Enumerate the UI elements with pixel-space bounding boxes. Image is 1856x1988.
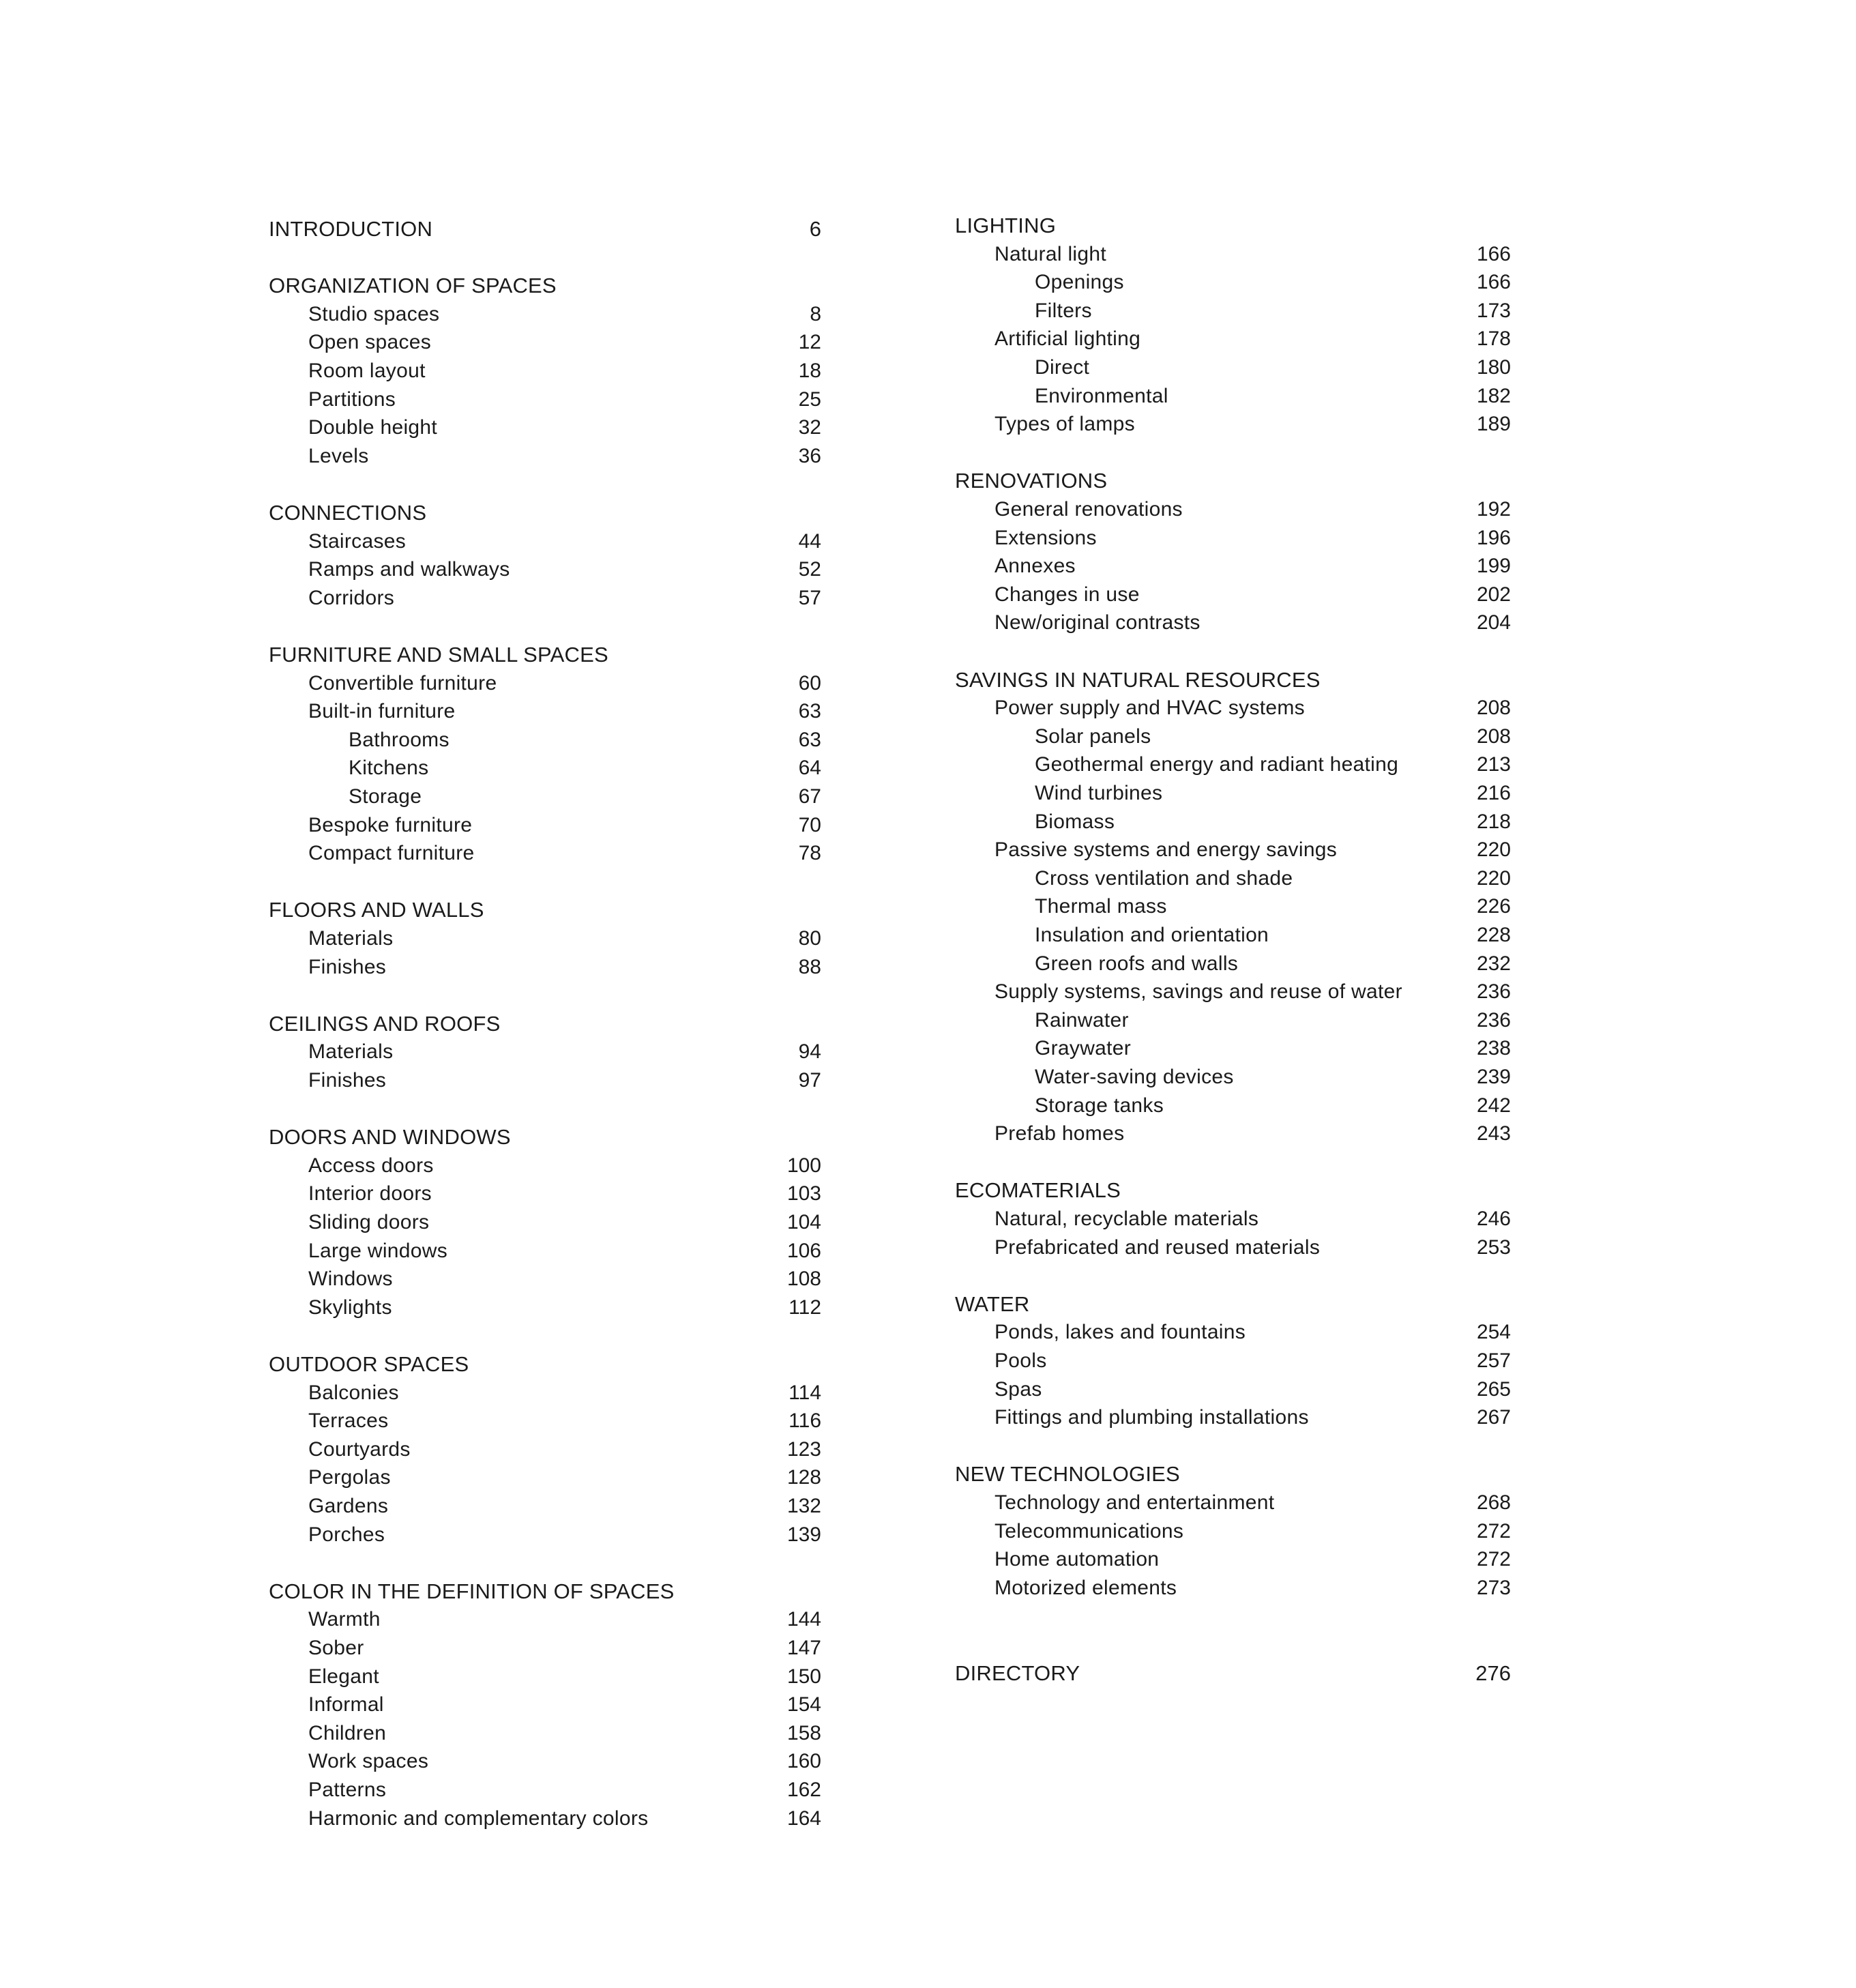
toc-page-number: 64 bbox=[798, 757, 821, 780]
toc-entry-bespoke-furniture bbox=[269, 810, 821, 841]
toc-entry-warmth bbox=[269, 1604, 821, 1635]
toc-section-title: LIGHTING bbox=[955, 214, 1057, 237]
toc-entry-geothermal-energy-and-radiant-heating bbox=[955, 749, 1511, 780]
toc-section-title: RENOVATIONS bbox=[955, 469, 1108, 493]
toc-page-number: 8 bbox=[810, 302, 821, 325]
toc-entry-title: Kitchens bbox=[349, 757, 429, 780]
toc-page-number: 25 bbox=[798, 388, 821, 411]
toc-page-number: 253 bbox=[1476, 1236, 1511, 1259]
toc-page-number: 36 bbox=[798, 444, 821, 467]
toc-entry-title: Bespoke furniture bbox=[308, 813, 473, 836]
toc-entry-partitions bbox=[269, 384, 821, 415]
toc-section-floors-and-walls bbox=[269, 894, 821, 926]
toc-entry-supply-systems-savings-and-reuse-of-water bbox=[955, 976, 1511, 1008]
toc-page-number: 150 bbox=[786, 1665, 821, 1688]
toc-page-number: 60 bbox=[798, 671, 821, 695]
toc-section-savings-in-natural-resources bbox=[955, 664, 1511, 696]
toc-entry-title: Studio spaces bbox=[308, 302, 440, 325]
toc-page-number: 226 bbox=[1476, 895, 1511, 918]
toc-entry-materials bbox=[269, 1036, 821, 1068]
toc-entry-title: Artificial lighting bbox=[995, 327, 1141, 351]
toc-entry-open-spaces bbox=[269, 327, 821, 358]
toc-entry-storage-tanks bbox=[955, 1090, 1511, 1122]
toc-entry-title: Convertible furniture bbox=[308, 671, 497, 695]
toc-section-introduction bbox=[269, 214, 821, 245]
toc-entry-graywater bbox=[955, 1033, 1511, 1064]
toc-entry-title: Types of lamps bbox=[995, 413, 1135, 436]
toc-section-color-in-the-definition-of-spaces bbox=[269, 1576, 821, 1607]
toc-entry-title: Power supply and HVAC systems bbox=[995, 697, 1305, 720]
toc-entry-types-of-lamps bbox=[955, 409, 1511, 440]
toc-page-number: 178 bbox=[1476, 327, 1511, 351]
toc-page-number: 78 bbox=[798, 842, 821, 865]
toc-entry-title: Courtyards bbox=[308, 1437, 411, 1461]
toc-entry-title: Porches bbox=[308, 1523, 385, 1546]
toc-page-number: 265 bbox=[1476, 1377, 1511, 1401]
toc-page-number: 272 bbox=[1476, 1548, 1511, 1571]
toc-entry-title: Bathrooms bbox=[349, 728, 450, 751]
toc-section-title: NEW TECHNOLOGIES bbox=[955, 1462, 1180, 1487]
toc-page-number: 108 bbox=[786, 1268, 821, 1291]
toc-entry-title: Direct bbox=[1035, 356, 1090, 379]
toc-page-number: 272 bbox=[1476, 1519, 1511, 1543]
toc-section-doors-and-windows bbox=[269, 1122, 821, 1153]
toc-section-organization-of-spaces bbox=[269, 270, 821, 302]
toc-entry-patterns bbox=[269, 1774, 821, 1806]
toc-entry-extensions bbox=[955, 523, 1511, 554]
toc-entry-title: Windows bbox=[308, 1268, 393, 1291]
toc-page-number: 228 bbox=[1476, 924, 1511, 946]
toc-entry-title: Gardens bbox=[308, 1495, 389, 1517]
toc-entry-room-layout bbox=[269, 355, 821, 387]
toc-page-number: 204 bbox=[1476, 611, 1511, 634]
toc-page-number: 32 bbox=[798, 416, 821, 439]
toc-page-number: 44 bbox=[798, 529, 821, 553]
toc-entry-title: Partitions bbox=[308, 388, 396, 411]
toc-page-number: 199 bbox=[1476, 555, 1511, 578]
toc-page-number: 196 bbox=[1476, 526, 1511, 549]
toc-entry-informal bbox=[269, 1689, 821, 1721]
toc-entry-spas bbox=[955, 1374, 1511, 1405]
toc-entry-title: Staircases bbox=[308, 529, 407, 553]
toc-page-number: 239 bbox=[1476, 1066, 1511, 1088]
toc-page-number: 106 bbox=[786, 1239, 821, 1262]
toc-page-number: 114 bbox=[789, 1381, 821, 1404]
toc-entry-title: Openings bbox=[1035, 271, 1124, 294]
toc-entry-rainwater bbox=[955, 1005, 1511, 1036]
toc-section-title: INTRODUCTION bbox=[269, 217, 433, 241]
toc-entry-title: Green roofs and walls bbox=[1035, 952, 1239, 975]
toc-entry-title: Annexes bbox=[995, 555, 1076, 578]
toc-entry-motorized-elements bbox=[955, 1573, 1511, 1604]
toc-entry-wind-turbines bbox=[955, 778, 1511, 809]
toc-page-number: 257 bbox=[1476, 1349, 1511, 1372]
toc-page-number: 112 bbox=[789, 1296, 821, 1319]
toc-page-number: 88 bbox=[798, 955, 821, 978]
toc-section-water bbox=[955, 1289, 1511, 1320]
toc-entry-title: Prefab homes bbox=[995, 1122, 1125, 1145]
toc-entry-home-automation bbox=[955, 1544, 1511, 1575]
toc-entry-title: Elegant bbox=[308, 1665, 379, 1688]
toc-page-number: 236 bbox=[1476, 980, 1511, 1004]
toc-page-number: 166 bbox=[1476, 242, 1511, 265]
toc-entry-biomass bbox=[955, 806, 1511, 838]
toc-entry-title: Harmonic and complementary colors bbox=[308, 1807, 649, 1830]
toc-page-number: 103 bbox=[786, 1182, 821, 1205]
toc-entry-solar-panels bbox=[955, 721, 1511, 752]
toc-entry-title: Balconies bbox=[308, 1381, 399, 1404]
toc-page-number: 202 bbox=[1476, 583, 1511, 606]
toc-section-connections bbox=[269, 497, 821, 529]
toc-entry-insulation-and-orientation bbox=[955, 920, 1511, 951]
toc-page-number: 147 bbox=[786, 1637, 821, 1659]
toc-page-number: 154 bbox=[786, 1693, 821, 1716]
toc-page-number: 236 bbox=[1476, 1008, 1511, 1032]
toc-page-number: 268 bbox=[1476, 1491, 1511, 1514]
toc-entry-staircases bbox=[269, 526, 821, 557]
toc-entry-pergolas bbox=[269, 1462, 821, 1493]
toc-section-furniture-and-small-spaces bbox=[269, 639, 821, 671]
toc-page-number: 208 bbox=[1476, 697, 1511, 720]
toc-entry-prefabricated-and-reused-materials bbox=[955, 1232, 1511, 1263]
toc-entry-harmonic-and-complementary-colors bbox=[269, 1803, 821, 1834]
toc-entry-title: Extensions bbox=[995, 526, 1097, 549]
toc-entry-title: Built-in furniture bbox=[308, 700, 456, 723]
toc-entry-natural-recyclable-materials bbox=[955, 1203, 1511, 1235]
toc-entry-porches bbox=[269, 1519, 821, 1551]
toc-entry-bathrooms bbox=[269, 725, 821, 756]
toc-entry-title: Wind turbines bbox=[1035, 782, 1163, 804]
toc-page-number: 254 bbox=[1476, 1321, 1511, 1344]
toc-entry-title: Work spaces bbox=[308, 1750, 429, 1773]
toc-page-number: 67 bbox=[798, 785, 821, 808]
toc-entry-title: Informal bbox=[308, 1693, 384, 1716]
toc-entry-passive-systems-and-energy-savings bbox=[955, 834, 1511, 866]
toc-entry-telecommunications bbox=[955, 1516, 1511, 1547]
toc-section-new-technologies bbox=[955, 1459, 1511, 1490]
toc-entry-technology-and-entertainment bbox=[955, 1487, 1511, 1519]
toc-page-number: 132 bbox=[786, 1495, 821, 1517]
toc-section-title: COLOR IN THE DEFINITION OF SPACES bbox=[269, 1579, 675, 1603]
toc-entry-title: Levels bbox=[308, 444, 369, 467]
toc-page-number: 52 bbox=[798, 558, 821, 581]
toc-entry-skylights bbox=[269, 1292, 821, 1324]
toc-entry-title: Storage bbox=[349, 785, 422, 808]
toc-page-number: 116 bbox=[789, 1409, 821, 1433]
toc-page-number: 218 bbox=[1476, 810, 1511, 833]
toc-entry-title: Ponds, lakes and fountains bbox=[995, 1321, 1246, 1344]
toc-entry-title: Motorized elements bbox=[995, 1576, 1177, 1599]
toc-entry-title: Ramps and walkways bbox=[308, 558, 510, 581]
toc-page-number: 18 bbox=[798, 360, 821, 382]
toc-entry-terraces bbox=[269, 1405, 821, 1437]
toc-entry-sober bbox=[269, 1633, 821, 1664]
toc-page-number: 246 bbox=[1476, 1208, 1511, 1230]
toc-entry-prefab-homes bbox=[955, 1118, 1511, 1150]
toc-section-renovations bbox=[955, 465, 1511, 497]
toc-section-title: DIRECTORY bbox=[955, 1661, 1080, 1685]
toc-entry-openings bbox=[955, 267, 1511, 298]
toc-entry-kitchens bbox=[269, 752, 821, 784]
toc-entry-title: Open spaces bbox=[308, 331, 432, 354]
toc-entry-title: Natural light bbox=[995, 242, 1106, 265]
toc-entry-title: Natural, recyclable materials bbox=[995, 1208, 1259, 1230]
toc-entry-title: Pools bbox=[995, 1349, 1047, 1372]
toc-entry-children bbox=[269, 1718, 821, 1749]
toc-page-number: 220 bbox=[1476, 838, 1511, 862]
toc-entry-finishes bbox=[269, 952, 821, 983]
toc-page-number: 70 bbox=[798, 813, 821, 836]
toc-entry-title: Warmth bbox=[308, 1608, 381, 1631]
toc-page-number: 173 bbox=[1476, 299, 1511, 322]
toc-section-outdoor-spaces bbox=[269, 1349, 821, 1380]
toc-section-title: OUTDOOR SPACES bbox=[269, 1352, 469, 1376]
toc-entry-title: Double height bbox=[308, 416, 438, 439]
toc-entry-title: Corridors bbox=[308, 586, 395, 609]
toc-entry-title: Solar panels bbox=[1035, 725, 1151, 748]
toc-entry-new-original-contrasts bbox=[955, 607, 1511, 639]
toc-page-number: 192 bbox=[1476, 498, 1511, 521]
toc-entry-access-doors bbox=[269, 1150, 821, 1182]
toc-entry-artificial-lighting bbox=[955, 323, 1511, 355]
toc-entry-title: Graywater bbox=[1035, 1037, 1132, 1060]
toc-section-title: FLOORS AND WALLS bbox=[269, 898, 484, 922]
toc-entry-title: Room layout bbox=[308, 360, 426, 382]
toc-page-number: 242 bbox=[1476, 1094, 1511, 1117]
toc-page-number: 276 bbox=[1475, 1661, 1511, 1685]
toc-page-number: 189 bbox=[1476, 413, 1511, 436]
toc-entry-courtyards bbox=[269, 1434, 821, 1465]
toc-page-number: 216 bbox=[1476, 782, 1511, 804]
toc-page-number: 273 bbox=[1476, 1576, 1511, 1599]
toc-entry-title: Sliding doors bbox=[308, 1211, 430, 1233]
toc-section-title: ECOMATERIALS bbox=[955, 1178, 1121, 1203]
toc-page-number: 128 bbox=[786, 1466, 821, 1489]
toc-page-number: 139 bbox=[786, 1523, 821, 1546]
toc-entry-environmental bbox=[955, 381, 1511, 412]
toc-section-title: SAVINGS IN NATURAL RESOURCES bbox=[955, 667, 1321, 692]
toc-page-number: 182 bbox=[1476, 384, 1511, 407]
toc-page-number: 94 bbox=[798, 1040, 821, 1064]
toc-page-number: 6 bbox=[809, 217, 821, 241]
toc-section-lighting bbox=[955, 210, 1511, 242]
toc-entry-title: Fittings and plumbing installations bbox=[995, 1406, 1309, 1429]
toc-page-number: 180 bbox=[1476, 356, 1511, 379]
toc-entry-title: Skylights bbox=[308, 1296, 392, 1319]
toc-entry-green-roofs-and-walls bbox=[955, 948, 1511, 980]
toc-page-number: 80 bbox=[798, 927, 821, 950]
toc-entry-title: Compact furniture bbox=[308, 842, 475, 865]
toc-section-title: CONNECTIONS bbox=[269, 501, 427, 525]
toc-page-number: 144 bbox=[786, 1608, 821, 1631]
toc-entry-storage bbox=[269, 781, 821, 813]
toc-entry-title: Materials bbox=[308, 927, 394, 950]
toc-page-number: 12 bbox=[798, 331, 821, 354]
toc-section-ceilings-and-roofs bbox=[269, 1008, 821, 1040]
toc-entry-built-in-furniture bbox=[269, 696, 821, 727]
toc-entry-changes-in-use bbox=[955, 579, 1511, 611]
toc-entry-title: Access doors bbox=[308, 1154, 434, 1177]
toc-entry-title: Home automation bbox=[995, 1548, 1160, 1571]
toc-entry-title: Children bbox=[308, 1721, 387, 1744]
toc-entry-fittings-and-plumbing-installations bbox=[955, 1402, 1511, 1433]
toc-section-directory bbox=[955, 1658, 1511, 1689]
toc-entry-sliding-doors bbox=[269, 1207, 821, 1238]
toc-entry-title: Rainwater bbox=[1035, 1008, 1129, 1032]
toc-entry-title: Sober bbox=[308, 1637, 364, 1659]
toc-entry-title: Insulation and orientation bbox=[1035, 924, 1269, 946]
toc-entry-ponds-lakes-and-fountains bbox=[955, 1317, 1511, 1348]
toc-page-number: 162 bbox=[786, 1779, 821, 1801]
toc-page-number: 123 bbox=[786, 1437, 821, 1461]
toc-entry-title: Finishes bbox=[308, 1069, 387, 1092]
toc-page-number: 232 bbox=[1476, 952, 1511, 975]
toc-entry-ramps-and-walkways bbox=[269, 554, 821, 585]
toc-entry-title: Pergolas bbox=[308, 1466, 391, 1489]
toc-entry-double-height bbox=[269, 412, 821, 443]
toc-entry-title: Supply systems, savings and reuse of water bbox=[995, 980, 1402, 1004]
toc-entry-power-supply-and-hvac-systems bbox=[955, 692, 1511, 724]
toc-entry-title: Biomass bbox=[1035, 810, 1115, 833]
toc-entry-title: Thermal mass bbox=[1035, 895, 1167, 918]
toc-entry-title: Telecommunications bbox=[995, 1519, 1184, 1543]
toc-entry-direct bbox=[955, 352, 1511, 383]
toc-page-number: 158 bbox=[786, 1721, 821, 1744]
toc-entry-materials bbox=[269, 923, 821, 954]
toc-entry-windows bbox=[269, 1263, 821, 1295]
toc-page-number: 97 bbox=[798, 1069, 821, 1092]
toc-entry-annexes bbox=[955, 551, 1511, 582]
toc-entry-title: Water-saving devices bbox=[1035, 1066, 1234, 1088]
toc-entry-finishes bbox=[269, 1065, 821, 1096]
toc-page-number: 220 bbox=[1476, 866, 1511, 890]
toc-section-title: WATER bbox=[955, 1291, 1030, 1316]
toc-entry-levels bbox=[269, 441, 821, 472]
toc-entry-interior-doors bbox=[269, 1178, 821, 1210]
toc-entry-natural-light bbox=[955, 239, 1511, 270]
toc-entry-corridors bbox=[269, 583, 821, 614]
toc-entry-title: Passive systems and energy savings bbox=[995, 838, 1338, 862]
toc-section-title: FURNITURE AND SMALL SPACES bbox=[269, 643, 608, 667]
toc-section-title: ORGANIZATION OF SPACES bbox=[269, 274, 557, 298]
toc-entry-filters bbox=[955, 295, 1511, 327]
toc-entry-title: Cross ventilation and shade bbox=[1035, 866, 1293, 890]
toc-entry-thermal-mass bbox=[955, 891, 1511, 922]
toc-entry-title: Environmental bbox=[1035, 384, 1168, 407]
toc-entry-title: Terraces bbox=[308, 1409, 389, 1433]
toc-entry-title: Storage tanks bbox=[1035, 1094, 1164, 1117]
toc-entry-work-spaces bbox=[269, 1746, 821, 1777]
toc-entry-cross-ventilation-and-shade bbox=[955, 863, 1511, 894]
toc-entry-title: Large windows bbox=[308, 1239, 448, 1262]
toc-page-number: 166 bbox=[1476, 271, 1511, 294]
toc-page-number: 63 bbox=[798, 728, 821, 751]
toc-page-number: 160 bbox=[786, 1750, 821, 1773]
toc-page-number: 100 bbox=[786, 1154, 821, 1177]
toc-entry-studio-spaces bbox=[269, 299, 821, 330]
toc-entry-title: Technology and entertainment bbox=[995, 1491, 1275, 1514]
toc-section-ecomaterials bbox=[955, 1175, 1511, 1206]
toc-entry-title: Spas bbox=[995, 1377, 1042, 1401]
toc-entry-gardens bbox=[269, 1491, 821, 1522]
toc-entry-convertible-furniture bbox=[269, 668, 821, 699]
toc-page-number: 238 bbox=[1476, 1037, 1511, 1060]
toc-entry-title: General renovations bbox=[995, 498, 1183, 521]
toc-entry-pools bbox=[955, 1345, 1511, 1377]
toc-page-number: 243 bbox=[1476, 1122, 1511, 1145]
toc-entry-title: Finishes bbox=[308, 955, 387, 978]
toc-page-number: 213 bbox=[1476, 753, 1511, 776]
toc-page-number: 57 bbox=[798, 586, 821, 609]
toc-entry-water-saving-devices bbox=[955, 1062, 1511, 1093]
toc-page-number: 267 bbox=[1476, 1406, 1511, 1429]
toc-entry-large-windows bbox=[269, 1236, 821, 1267]
toc-entry-title: Filters bbox=[1035, 299, 1092, 322]
toc-entry-title: Interior doors bbox=[308, 1182, 432, 1205]
toc-entry-compact-furniture bbox=[269, 838, 821, 869]
toc-entry-title: Patterns bbox=[308, 1779, 387, 1801]
toc-page-number: 104 bbox=[786, 1211, 821, 1233]
toc-section-title: CEILINGS AND ROOFS bbox=[269, 1011, 501, 1036]
toc-entry-title: Changes in use bbox=[995, 583, 1140, 606]
toc-entry-general-renovations bbox=[955, 494, 1511, 525]
toc-page-number: 63 bbox=[798, 700, 821, 723]
toc-entry-title: New/original contrasts bbox=[995, 611, 1200, 634]
toc-entry-title: Prefabricated and reused materials bbox=[995, 1236, 1321, 1259]
toc-entry-elegant bbox=[269, 1661, 821, 1693]
toc-section-title: DOORS AND WINDOWS bbox=[269, 1125, 511, 1150]
toc-entry-title: Geothermal energy and radiant heating bbox=[1035, 753, 1399, 776]
toc-page-number: 164 bbox=[786, 1807, 821, 1830]
toc-entry-balconies bbox=[269, 1377, 821, 1409]
toc-entry-title: Materials bbox=[308, 1040, 394, 1064]
toc-page-number: 208 bbox=[1476, 725, 1511, 748]
